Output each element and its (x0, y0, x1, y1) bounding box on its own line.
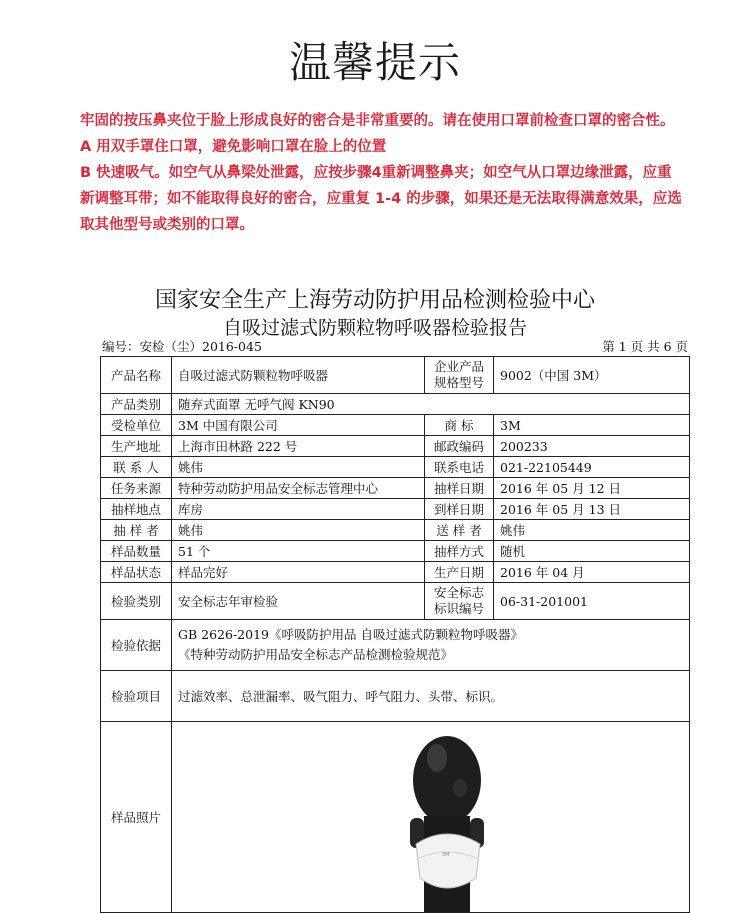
row-label: 送 样 者 (425, 520, 494, 541)
row-label: 生产地址 (101, 436, 172, 457)
basis-line: 《特种劳动防护用品安全标志产品检测检验规范》 (178, 647, 454, 662)
row-label: 样品照片 (101, 722, 172, 913)
row-label: 到样日期 (425, 499, 494, 520)
table-row (101, 541, 690, 562)
row-label: 安全标志标识编号 (425, 583, 494, 620)
sample-photo (402, 728, 492, 912)
row-label: 商 标 (425, 415, 494, 436)
row-value: 200233 (494, 436, 690, 457)
notice-line: B 快速吸气。如空气从鼻梁处泄露，应按步骤4重新调整鼻夹；如空气从口罩边缘泄露，应重 (80, 165, 672, 181)
row-value: 姚伟 (172, 457, 425, 478)
table-row (101, 562, 690, 583)
row-value: 随机 (494, 541, 690, 562)
row-label: 样品状态 (101, 562, 172, 583)
row-value: 021-22105449 (494, 457, 690, 478)
row-value: 2016 年 05 月 13 日 (494, 499, 690, 520)
row-value (172, 620, 690, 671)
table-row (101, 722, 690, 913)
table-row (101, 357, 690, 394)
table-row (101, 499, 690, 520)
page-indicator: 第 1 页 共 6 页 (602, 339, 688, 354)
table-row (101, 478, 690, 499)
row-label: 抽样地点 (101, 499, 172, 520)
row-label: 生产日期 (425, 562, 494, 583)
row-label: 联 系 人 (101, 457, 172, 478)
row-label: 任务来源 (101, 478, 172, 499)
row-label: 产品类别 (101, 394, 172, 415)
row-value: 9002（中国 3M） (494, 357, 690, 394)
row-value: 2016 年 05 月 12 日 (494, 478, 690, 499)
report-number: 编号：安检（尘）2016-045 (102, 339, 262, 354)
row-label: 邮政编码 (425, 436, 494, 457)
row-value: 姚伟 (494, 520, 690, 541)
sample-photo-cell (172, 722, 690, 913)
notice-line: A 用双手罩住口罩，避免影响口罩在脸上的位置 (80, 139, 387, 155)
row-value: 51 个 (172, 541, 425, 562)
row-label: 样品数量 (101, 541, 172, 562)
notice-line: 牢固的按压鼻夹位于脸上形成良好的密合是非常重要的。请在使用口罩前检查口罩的密合性。 (80, 113, 675, 129)
table-row (101, 394, 690, 415)
table-row (101, 436, 690, 457)
table-row (101, 620, 690, 671)
row-value: 样品完好 (172, 562, 425, 583)
row-value: 随弃式面罩 无呼气阀 KN90 (172, 394, 690, 415)
row-value: 安全标志年审检验 (172, 583, 425, 620)
report-title: 自吸过滤式防颗粒物呼吸器检验报告 (222, 317, 527, 339)
notice-line: 新调整耳带；如不能取得良好的密合，应重复 1-4 的步骤，如果还是无法取得满意效果，应选 (80, 191, 682, 207)
row-value: 自吸过滤式防颗粒物呼吸器 (172, 357, 425, 394)
table-row (101, 583, 690, 620)
table-row (101, 415, 690, 436)
row-label: 产品名称 (101, 357, 172, 394)
report-organization: 国家安全生产上海劳动防护用品检测检验中心 (154, 288, 595, 313)
row-label: 联系电话 (425, 457, 494, 478)
row-value: 上海市田林路 222 号 (172, 436, 425, 457)
row-value: 库房 (172, 499, 425, 520)
row-value: 3M 中国有限公司 (172, 415, 425, 436)
table-row (101, 520, 690, 541)
row-value: 3M (494, 415, 690, 436)
row-label: 检验项目 (101, 671, 172, 722)
row-label: 抽 样 者 (101, 520, 172, 541)
notice-title: 温馨提示 (288, 38, 461, 87)
row-value: 2016 年 04 月 (494, 562, 690, 583)
row-label: 检验类别 (101, 583, 172, 620)
basis-line: GB 2626-2019《呼吸防护用品 自吸过滤式防颗粒物呼吸器》 (178, 627, 523, 642)
report-table (100, 356, 690, 913)
notice-text (80, 108, 720, 238)
row-label: 抽样日期 (425, 478, 494, 499)
notice-line: 取其他型号或类别的口罩。 (80, 217, 254, 233)
row-value: 06-31-201001 (494, 583, 690, 620)
row-label: 抽样方式 (425, 541, 494, 562)
row-value: 姚伟 (172, 520, 425, 541)
table-row (101, 671, 690, 722)
table-row (101, 457, 690, 478)
row-value: 过滤效率、总泄漏率、吸气阻力、呼气阻力、头带、标识。 (172, 671, 690, 722)
row-label: 检验依据 (101, 620, 172, 671)
row-label: 企业产品规格型号 (425, 357, 494, 394)
row-value: 特种劳动防护用品安全标志管理中心 (172, 478, 425, 499)
svg-text:3M: 3M (442, 852, 450, 858)
row-label: 受检单位 (101, 415, 172, 436)
